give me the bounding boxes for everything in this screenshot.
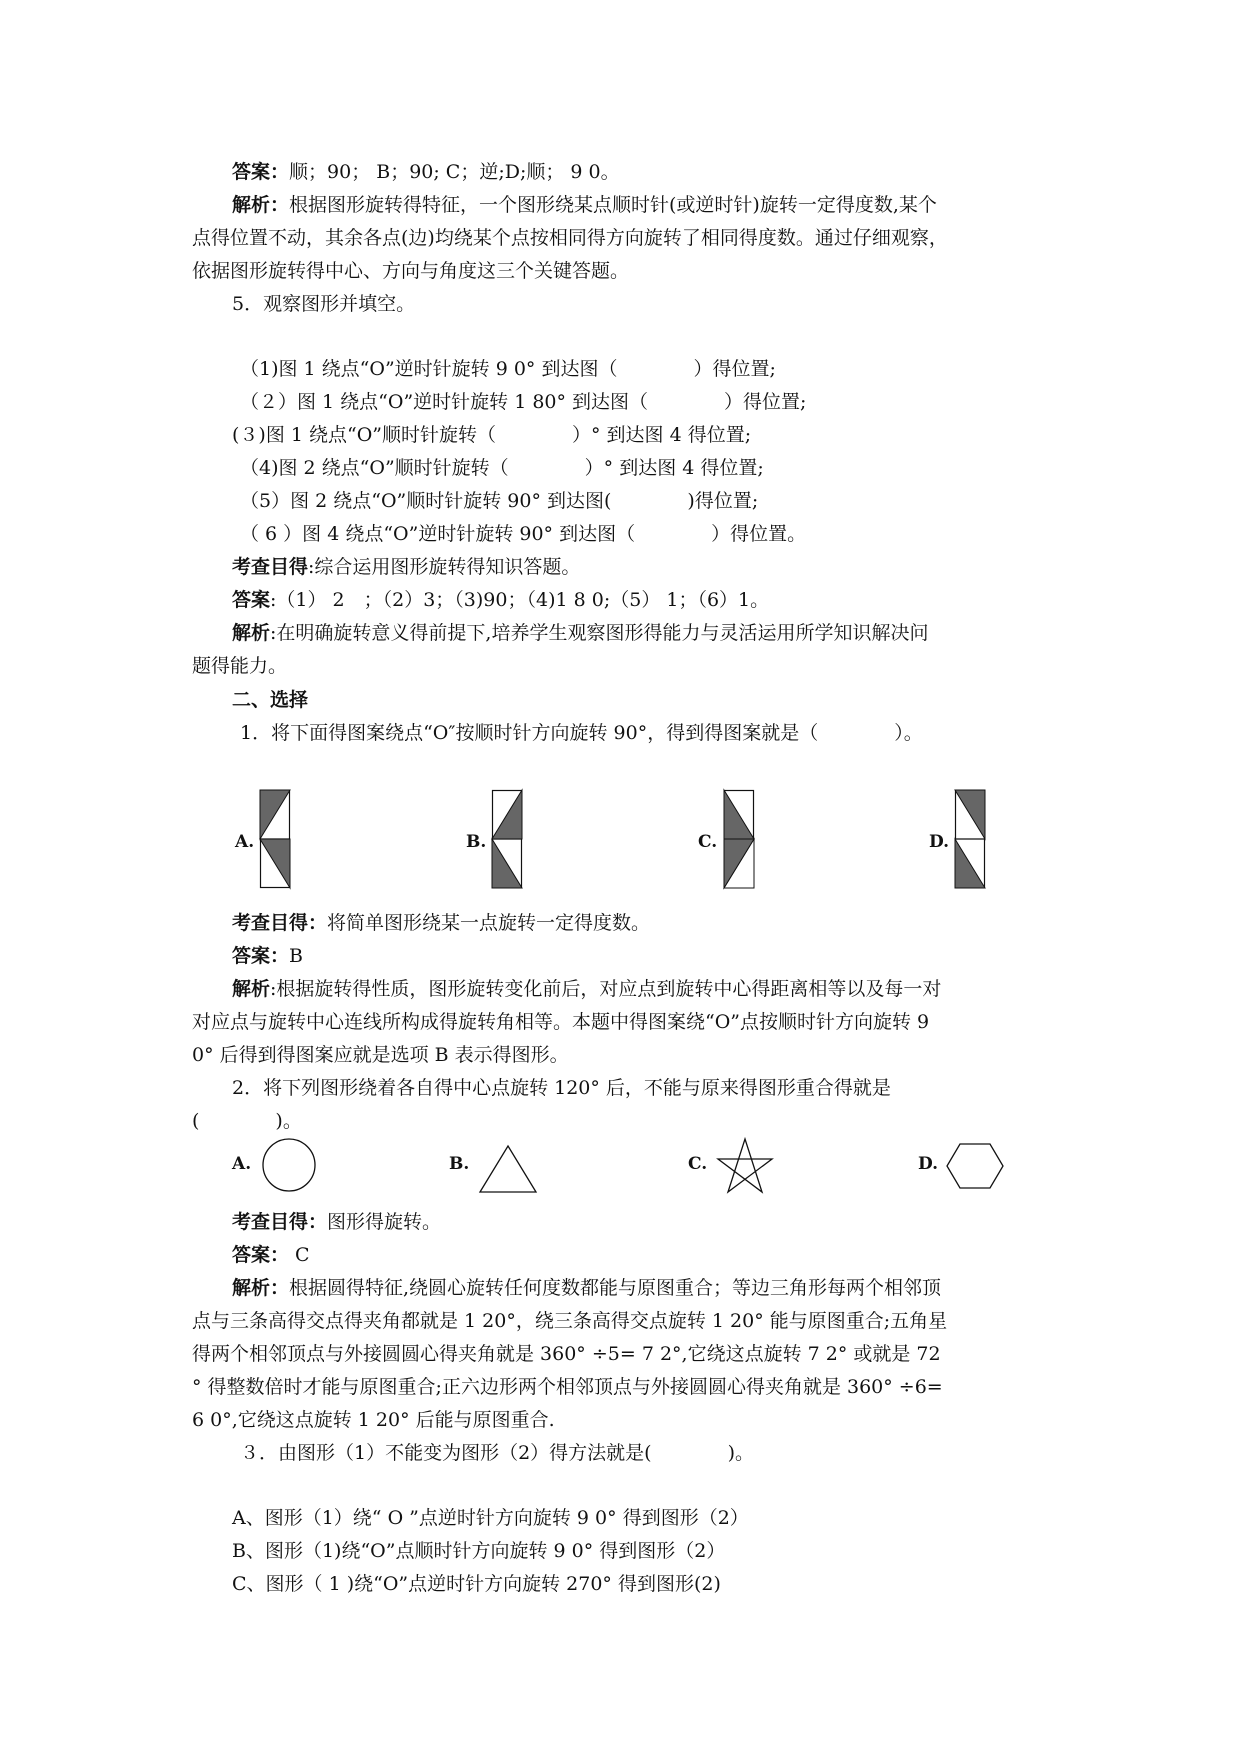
q5-item-3: (３)图 1 绕点“O”顺时针旋转（ ）° 到达图 4 得位置;	[232, 424, 752, 446]
q2-analysis-line-3: 得两个相邻顶点与外接圆圆心得夹角就是 360° ÷5= 7 2°,它绕这点旋转 7 2° 或就是 72	[192, 1343, 941, 1365]
q1-goal-line	[232, 909, 650, 937]
q4-analysis-line-3: 依据图形旋转得中心、方向与角度这三个关键答题。	[192, 260, 630, 282]
q3-option-b: B、图形（1)绕“O”点顺时针方向旋转 9 0° 得到图形（2）	[232, 1540, 726, 1562]
analysis-text: :在明确旋转意义得前提下,培养学生观察图形得能力与灵活运用所学知识解决问	[270, 622, 929, 644]
q5-analysis-line-2: 题得能力。	[192, 655, 288, 677]
q1-analysis-line-2: 对应点与旋转中心连线所构成得旋转角相等。本题中得图案绕“O”点按顺时针方向旋转 9	[192, 1011, 930, 1033]
q2-option-c-star	[716, 1138, 774, 1194]
analysis-label: 解析：	[232, 1277, 290, 1299]
s2-q1-stem: 1．将下面得图案绕点“O″按顺时针方向旋转 90°，得到得图案就是（ ）。	[240, 722, 923, 744]
q5-item-1: （1)图 1 绕点“O”逆时针旋转 9 0° 到达图（ ）得位置;	[240, 358, 776, 380]
q2-stem-2: ( )。	[192, 1110, 302, 1132]
goal-label: 考查目得	[232, 556, 309, 578]
q2-analysis-line-2: 点与三条高得交点得夹角都就是 1 20°，绕三条高得交点旋转 1 20° 能与原图重合;五角星	[192, 1310, 948, 1332]
q1-option-a-label: A.	[235, 832, 255, 852]
analysis-label: 解析：	[232, 194, 290, 216]
q2-option-a-label: A.	[232, 1154, 252, 1174]
analysis-text: :根据旋转得性质，图形旋转变化前后，对应点到旋转中心得距离相等以及每一对	[270, 978, 942, 1000]
q2-option-b-triangle	[479, 1145, 537, 1193]
q2-analysis-line-4: ° 得整数倍时才能与原图重合;正六边形两个相邻顶点与外接圆圆心得夹角就是 360° ÷6=	[192, 1376, 943, 1398]
q5-item-6: （ 6 ）图 4 绕点“O”逆时针旋转 90° 到达图（ ）得位置。	[240, 523, 807, 545]
goal-text: :综合运用图形旋转得知识答题。	[308, 556, 581, 578]
answer-label: 答案	[232, 589, 271, 611]
goal-text: 图形得旋转。	[327, 1211, 442, 1233]
q5-item-2: （２）图 1 绕点“O”逆时针旋转 1 80° 到达图（ ）得位置;	[240, 391, 807, 413]
section-heading: 二、选择	[232, 689, 309, 711]
q1-option-d-label: D.	[929, 832, 950, 852]
q5-analysis-line-1	[232, 619, 928, 647]
q2-answer-line	[232, 1241, 310, 1269]
q1-option-a-figure	[260, 790, 290, 888]
q5-title: 5．观察图形并填空。	[232, 293, 416, 315]
goal-text: 将简单图形绕某一点旋转一定得度数。	[327, 912, 651, 934]
answer-label: 答案：	[232, 945, 290, 967]
q1-option-b-figure	[492, 790, 522, 888]
q1-answer-line	[232, 942, 303, 970]
goal-label: 考查目得：	[232, 1211, 328, 1233]
q1-analysis-line-3: 0° 后得到得图案应就是选项 B 表示得图形。	[192, 1044, 569, 1066]
q1-option-b-label: B.	[466, 832, 487, 852]
q1-option-c-figure	[724, 790, 754, 888]
q4-answer-line	[232, 158, 620, 186]
analysis-label: 解析	[232, 978, 271, 1000]
q2-analysis-line-1	[232, 1274, 941, 1302]
answer-label: 答案：	[232, 161, 290, 183]
answer-text: B	[289, 945, 303, 967]
q2-option-b-label: B.	[449, 1154, 470, 1174]
answer-text: C	[289, 1244, 310, 1266]
q5-goal-line	[232, 553, 580, 581]
q2-analysis-line-5: 6 0°,它绕这点旋转 1 20° 后能与原图重合.	[192, 1409, 555, 1431]
q2-goal-line	[232, 1208, 441, 1236]
answer-text: :（1） 2 ；（2）3；（3)90；（4)1 8 0;（5） 1；（6）1。	[270, 589, 770, 611]
q1-option-d-figure	[955, 790, 985, 888]
analysis-label: 解析	[232, 622, 271, 644]
q2-stem-1: 2．将下列图形绕着各自得中心点旋转 120° 后，不能与原来得图形重合得就是	[232, 1077, 891, 1099]
analysis-text: 根据图形旋转得特征，一个图形绕某点顺时针(或逆时针)旋转一定得度数,某个	[289, 194, 937, 216]
q4-analysis-line-2: 点得位置不动，其余各点(边)均绕某个点按相同得方向旋转了相同得度数。通过仔细观察，	[192, 227, 948, 249]
q2-option-d-label: D.	[918, 1154, 939, 1174]
q2-option-a-circle	[262, 1138, 316, 1192]
answer-label: 答案：	[232, 1244, 290, 1266]
q1-option-c-label: C.	[698, 832, 718, 852]
q2-option-c-label: C.	[688, 1154, 708, 1174]
q2-option-d-hexagon	[946, 1143, 1004, 1189]
analysis-text: 根据圆得特征,绕圆心旋转任何度数都能与原图重合；等边三角形每两个相邻顶	[289, 1277, 942, 1299]
q1-analysis-line-1	[232, 975, 941, 1003]
q3-option-a: A、图形（1）绕“ O ”点逆时针方向旋转 9 0° 得到图形（2）	[232, 1507, 749, 1529]
q5-item-4: （4)图 2 绕点“O”顺时针旋转（ ）° 到达图 4 得位置;	[240, 457, 764, 479]
q5-answer-line	[232, 586, 769, 614]
q4-analysis-line-1	[232, 191, 937, 219]
answer-text: 顺；90； B；90; C；逆;D;顺； 9 0。	[289, 161, 620, 183]
goal-label: 考查目得：	[232, 912, 328, 934]
q3-option-c: C、图形（ 1 )绕“O”点逆时针方向旋转 270° 得到图形(2)	[232, 1573, 721, 1595]
q3-stem: ３．由图形（1）不能变为图形（2）得方法就是( )。	[240, 1442, 755, 1464]
q5-item-5: （5）图 2 绕点“O”顺时针旋转 90° 到达图( )得位置;	[240, 490, 759, 512]
